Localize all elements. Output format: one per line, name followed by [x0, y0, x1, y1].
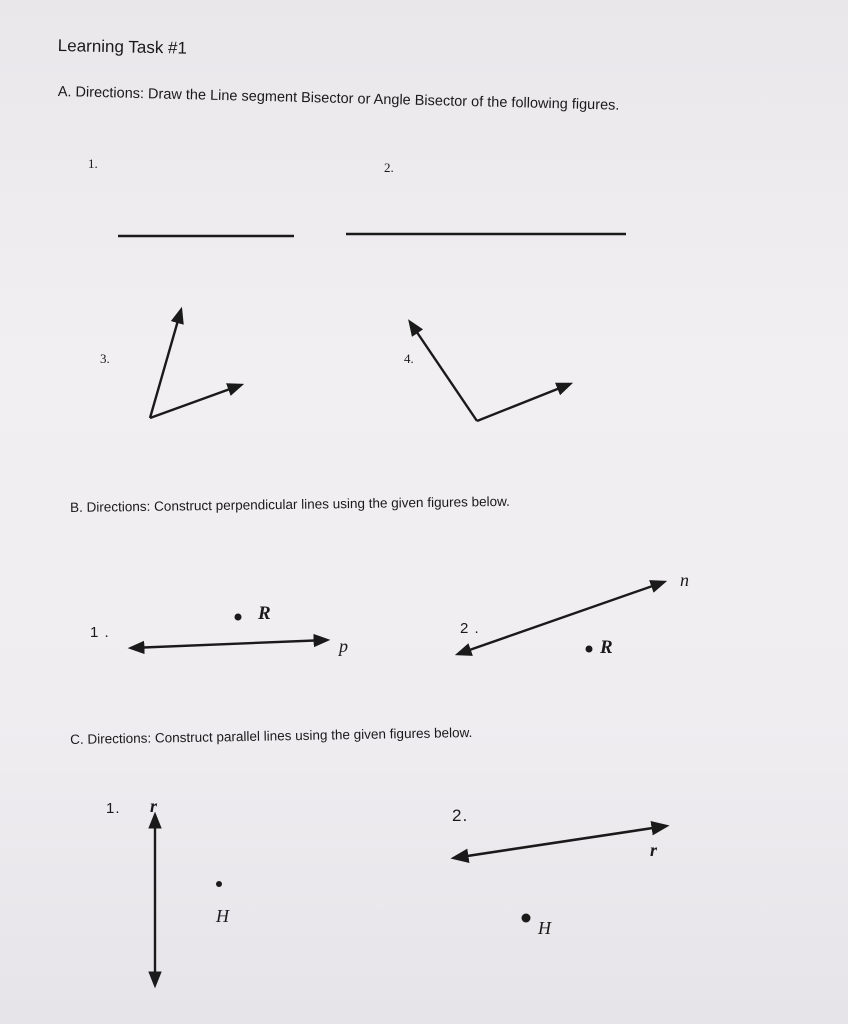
b-figure-1-line-label: p [339, 636, 348, 656]
b-figure-2-point-label: R [600, 637, 613, 658]
a-figure-3-angle [150, 310, 241, 418]
b-figure-2-line-label: n [680, 570, 689, 590]
a-figure-1-number: 1. [88, 156, 98, 171]
section-a-directions: A. Directions: Draw the Line segment Bisector or Angle Bisector of the following figures. [57, 84, 620, 114]
b-figure-2-number: 2 . [460, 620, 480, 637]
c-figure-2-point-label: H [538, 918, 551, 938]
c-figure-2-line-label: r [650, 840, 658, 860]
b-figure-1-number: 1 . [90, 624, 110, 641]
b-figure-2-point-r [586, 646, 593, 653]
a-figure-4-angle [410, 322, 570, 421]
c-figure-2-point-h [522, 914, 531, 923]
c-figure-2-line-r [454, 826, 666, 858]
page-title: Learning Task #1 [57, 36, 188, 58]
c-figure-1-number: 1. [106, 800, 121, 817]
b-figure-2-line-n [458, 582, 664, 654]
c-figure-2-number: 2. [452, 806, 469, 825]
section-b-directions: B. Directions: Construct perpendicular lines using the given figures below. [70, 493, 510, 515]
a-figure-2-number: 2. [384, 160, 394, 175]
b-figure-1-point-r [235, 614, 242, 621]
c-figure-1-point-label: H [216, 906, 229, 926]
b-figure-1-point-label: R [258, 603, 271, 624]
b-figure-1-line-p [131, 640, 327, 648]
c-figure-1-point-h [216, 881, 222, 887]
a-figure-3-number: 3. [100, 351, 110, 366]
section-c-directions: C. Directions: Construct parallel lines using the given figures below. [70, 724, 473, 747]
c-figure-1-line-label: r [150, 796, 158, 816]
a-figure-4-number: 4. [404, 351, 414, 366]
